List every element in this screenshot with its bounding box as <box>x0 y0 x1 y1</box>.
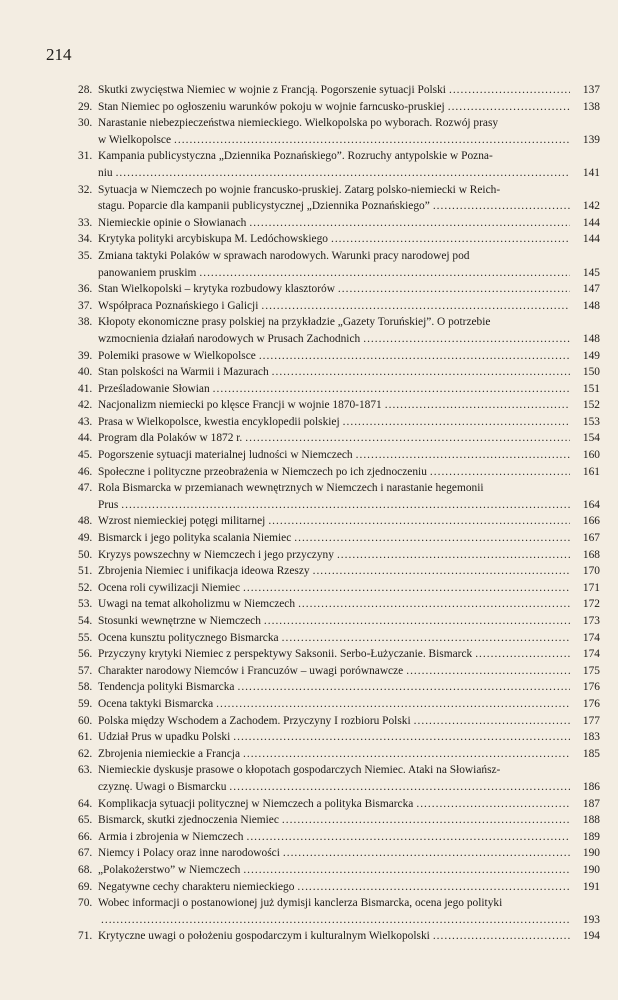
toc-entry-page: 186 <box>582 780 600 793</box>
toc-entry <box>78 248 600 281</box>
dot-leader <box>295 596 570 613</box>
dot-leader <box>269 364 570 381</box>
toc-entry-number: 37. <box>78 299 93 312</box>
page-number: 214 <box>46 45 72 64</box>
toc-entry-title-line: Tendencja polityki Bismarcka <box>98 681 235 694</box>
dot-leader <box>240 746 570 763</box>
toc-entry-title-line: stagu. Poparcie dla kampanii publicystycznej „Dziennika Poznańskiego” <box>98 200 430 213</box>
toc-entry-page: 177 <box>582 714 600 727</box>
toc-entry-title-line: Program dla Polaków w 1872 r. <box>98 432 243 445</box>
toc-entry-number: 33. <box>78 216 93 229</box>
toc-entry <box>78 231 600 248</box>
toc-entry-page: 175 <box>582 664 600 677</box>
toc-entry-number: 49. <box>78 532 93 545</box>
toc-entry-title-line: Zbrojenia Niemiec i unifikacja ideowa Rzeszy <box>98 565 310 578</box>
toc-entry-page: 174 <box>582 631 600 644</box>
dot-leader <box>226 779 570 796</box>
toc-entry-number: 67. <box>78 847 93 860</box>
toc-entry <box>78 596 600 613</box>
dot-leader <box>258 298 570 315</box>
toc-entry-title-line: Komplikacja sytuacji politycznej w Niemczech a polityka Bismarcka <box>98 797 414 810</box>
toc-entry-title-line: Kłopoty ekonomiczne prasy polskiej na przykładzie „Gazety Toruńskiej”. O potrzebie <box>98 316 491 329</box>
toc-entry-page: 193 <box>582 913 600 926</box>
toc-entry-page: 142 <box>582 200 600 213</box>
toc-entry <box>78 480 600 513</box>
toc-entry <box>78 298 600 315</box>
dot-leader <box>243 829 570 846</box>
toc-entry-title-line: Bismarck i jego polityka scalania Niemiec <box>98 532 292 545</box>
toc-entry <box>78 696 600 713</box>
toc-entry <box>78 215 600 232</box>
dot-leader <box>427 464 570 481</box>
dot-leader <box>261 613 570 630</box>
toc-entry-title-line: Polska między Wschodem a Zachodem. Przyczyny I rozbioru Polski <box>98 714 411 727</box>
toc-entry <box>78 314 600 347</box>
toc-entry-number: 45. <box>78 449 93 462</box>
toc-entry-page: 151 <box>582 382 600 395</box>
dot-leader <box>328 231 570 248</box>
toc-entry-title-line: Wobec informacji o postanowionej już dymisji kanclerza Bismarcka, ocena jego polityki <box>98 897 503 910</box>
toc-entry-title-line: Rola Bismarcka w przemianach wewnętrznych w Niemczech i narastanie hegemonii <box>98 482 484 495</box>
dot-leader <box>430 198 570 215</box>
toc-entry-number: 46. <box>78 465 93 478</box>
toc-entry-page: 144 <box>582 233 600 246</box>
toc-entry-title-line: Współpraca Poznańskiego i Galicji <box>98 299 259 312</box>
toc-entry-number: 34. <box>78 233 93 246</box>
toc-entry <box>78 414 600 431</box>
toc-entry <box>78 364 600 381</box>
toc-entry-number: 41. <box>78 382 93 395</box>
toc-entry-page: 170 <box>582 565 600 578</box>
toc-entry-page: 171 <box>582 581 600 594</box>
dot-leader <box>230 729 570 746</box>
toc-entry <box>78 862 600 879</box>
dot-leader <box>279 630 570 647</box>
dot-leader <box>118 497 570 514</box>
toc-entry-number: 56. <box>78 648 93 661</box>
toc-entry <box>78 99 600 116</box>
toc-entry-title-line: Ocena taktyki Bismarcka <box>98 697 214 710</box>
toc-entry-number: 66. <box>78 830 93 843</box>
toc-entry-page: 137 <box>582 84 600 96</box>
toc-entry-page: 150 <box>582 366 600 379</box>
toc-entry-title-line: Charakter narodowy Niemców i Francuzów – uwagi porównawcze <box>98 664 404 677</box>
toc-entry-page: 185 <box>582 747 600 760</box>
toc-entry-number: 59. <box>78 697 93 710</box>
dot-leader <box>240 580 570 597</box>
toc-entry <box>78 115 600 148</box>
dot-leader <box>291 530 570 547</box>
toc-entry-page: 160 <box>582 449 600 462</box>
toc-entry-title-line: Wzrost niemieckiej potęgi militarnej <box>98 515 266 528</box>
toc-entry <box>78 845 600 862</box>
toc-entry <box>78 812 600 829</box>
toc-entry-title-line: Krytyka polityki arcybiskupa M. Ledóchowskiego <box>98 233 328 246</box>
toc-entry-title-line: Prześladowanie Słowian <box>98 382 210 395</box>
toc-entry-title-line: Prasa w Wielkopolsce, kwestia encyklopedii polskiej <box>98 415 340 428</box>
toc-entry-number: 35. <box>78 249 93 262</box>
toc-entry <box>78 679 600 696</box>
toc-entry-title-line: Niemieckie dyskusje prasowe o kłopotach gospodarczych Niemiec. Ataki na Słowiańsz- <box>98 764 501 777</box>
toc-entry <box>78 281 600 298</box>
dot-leader <box>382 397 570 414</box>
toc-entry <box>78 182 600 215</box>
toc-entry <box>78 762 600 795</box>
dot-leader <box>196 265 570 282</box>
toc-entry-page: 167 <box>582 532 600 545</box>
dot-leader <box>294 879 570 896</box>
toc-entry-page: 191 <box>582 880 600 893</box>
toc-entry <box>78 397 600 414</box>
toc-entry-title-line: Krytyczne uwagi o położeniu gospodarczym i kulturalnym Wielkopolski <box>98 930 430 943</box>
dot-leader <box>213 696 570 713</box>
dot-leader <box>246 215 570 232</box>
toc-entry <box>78 513 600 530</box>
toc-entry-page: 166 <box>582 515 600 528</box>
toc-entry-number: 47. <box>78 482 93 495</box>
toc-entry <box>78 746 600 763</box>
toc-entry-number: 44. <box>78 432 93 445</box>
toc-entry-page: 148 <box>582 332 600 345</box>
dot-leader <box>310 563 570 580</box>
toc-entry-page: 144 <box>582 216 600 229</box>
table-of-contents <box>78 82 600 945</box>
toc-entry-number: 70. <box>78 897 93 910</box>
toc-entry-number: 55. <box>78 631 93 644</box>
toc-entry-title-line: Bismarck, skutki zjednoczenia Niemiec <box>98 814 279 827</box>
toc-entry-number: 40. <box>78 366 93 379</box>
toc-entry-number: 65. <box>78 814 93 827</box>
toc-entry-number: 29. <box>78 100 93 113</box>
toc-entry-number: 50. <box>78 548 93 561</box>
toc-entry-number: 32. <box>78 183 93 196</box>
toc-entry <box>78 430 600 447</box>
dot-leader <box>446 82 570 99</box>
toc-entry-number: 42. <box>78 399 93 412</box>
dot-leader <box>242 430 570 447</box>
dot-leader <box>360 331 570 348</box>
toc-entry-number: 69. <box>78 880 93 893</box>
toc-entry-title-line: Stan polskości na Warmii i Mazurach <box>98 366 269 379</box>
toc-entry-title-line: Kryzys powszechny w Niemczech i jego przyczyny <box>98 548 334 561</box>
dot-leader <box>413 796 570 813</box>
toc-entry-title-line: Negatywne cechy charakteru niemieckiego <box>98 880 295 893</box>
toc-entry-title-line: w Wielkopolsce <box>98 133 172 146</box>
toc-entry-page: 176 <box>582 697 600 710</box>
toc-entry <box>78 796 600 813</box>
toc-entry <box>78 630 600 647</box>
dot-leader <box>430 928 570 945</box>
toc-entry-number: 64. <box>78 797 93 810</box>
toc-entry-title-line: Stan Niemiec po ogłoszeniu warunków pokoju w wojnie farncusko-pruskiej <box>98 100 445 113</box>
dot-leader <box>279 812 570 829</box>
toc-entry-number: 38. <box>78 316 93 329</box>
toc-entry-page: 164 <box>582 498 600 511</box>
dot-leader <box>234 679 570 696</box>
toc-entry-page: 148 <box>582 299 600 312</box>
dot-leader <box>353 447 570 464</box>
toc-entry-page: 183 <box>582 731 600 744</box>
toc-entry-page: 149 <box>582 349 600 362</box>
dot-leader <box>340 414 570 431</box>
toc-entry-number: 62. <box>78 747 93 760</box>
toc-entry-page: 154 <box>582 432 600 445</box>
toc-entry-page: 187 <box>582 797 600 810</box>
toc-entry-number: 30. <box>78 117 93 130</box>
toc-entry <box>78 663 600 680</box>
toc-entry-title-line: Prus <box>98 498 119 511</box>
toc-entry-page: 190 <box>582 863 600 876</box>
toc-entry-number: 48. <box>78 515 93 528</box>
toc-entry <box>78 613 600 630</box>
toc-entry-number: 52. <box>78 581 93 594</box>
toc-entry-page: 174 <box>582 648 600 661</box>
toc-entry-title-line: Pogorszenie sytuacji materialnej ludności w Niemczech <box>98 449 353 462</box>
toc-entry-page: 161 <box>582 465 600 478</box>
toc-entry-page: 152 <box>582 399 600 412</box>
dot-leader <box>256 348 570 365</box>
toc-entry-number: 68. <box>78 863 93 876</box>
toc-entry-number: 58. <box>78 681 93 694</box>
toc-entry-title-line: Polemiki prasowe w Wielkopolsce <box>98 349 256 362</box>
toc-entry-title-line: Uwagi na temat alkoholizmu w Niemczech <box>98 598 296 611</box>
toc-entry-page: 176 <box>582 681 600 694</box>
dot-leader <box>334 547 570 564</box>
toc-entry <box>78 895 600 928</box>
toc-entry-number: 57. <box>78 664 93 677</box>
toc-entry-page: 145 <box>582 266 600 279</box>
toc-entry-page: 172 <box>582 598 600 611</box>
toc-entry <box>78 82 600 99</box>
toc-entry-page: 141 <box>582 166 600 179</box>
toc-entry-title-line: czyznę. Uwagi o Bismarcku <box>98 780 227 793</box>
toc-entry-title-line: Przyczyny krytyki Niemiec z perspektywy Saksonii. Serbo-Łużyczanie. Bismarck <box>98 648 473 661</box>
toc-entry-page: 189 <box>582 830 600 843</box>
toc-entry-title-line: Niemieckie opinie o Słowianach <box>98 216 247 229</box>
dot-leader <box>98 912 570 929</box>
toc-entry-page: 139 <box>582 133 600 146</box>
toc-entry-title-line: Ocena roli cywilizacji Niemiec <box>98 581 240 594</box>
toc-entry-number: 43. <box>78 415 93 428</box>
toc-entry-number: 54. <box>78 615 93 627</box>
toc-entry-number: 51. <box>78 565 93 578</box>
toc-entry-number: 39. <box>78 349 93 362</box>
toc-entry <box>78 348 600 365</box>
toc-entry-title-line: Stan Wielkopolski – krytyka rozbudowy klasztorów <box>98 283 335 296</box>
toc-entry <box>78 646 600 663</box>
toc-entry-page: 173 <box>582 615 600 627</box>
toc-entry <box>78 530 600 547</box>
toc-entry-number: 36. <box>78 283 93 296</box>
toc-entry-title-line: Zbrojenia niemieckie a Francja <box>98 747 240 760</box>
toc-entry-page: 138 <box>582 100 600 113</box>
dot-leader <box>411 713 570 730</box>
toc-entry <box>78 713 600 730</box>
toc-entry <box>78 729 600 746</box>
toc-entry-number: 63. <box>78 764 93 777</box>
dot-leader <box>171 132 570 149</box>
toc-entry-title-line: panowaniem pruskim <box>98 266 197 279</box>
dot-leader <box>472 646 570 663</box>
toc-entry-title-line: „Polakożerstwo” w Niemczech <box>98 863 241 876</box>
toc-entry <box>78 580 600 597</box>
toc-entry <box>78 829 600 846</box>
toc-entry-title-line: Armia i zbrojenia w Niemczech <box>98 830 244 843</box>
toc-entry-page: 190 <box>582 847 600 860</box>
toc-entry-page: 147 <box>582 283 600 296</box>
toc-entry-title-line: Skutki zwycięstwa Niemiec w wojnie z Francją. Pogorszenie sytuacji Polski <box>98 84 446 96</box>
toc-entry-title-line: Społeczne i polityczne przeobrażenia w Niemczech po ich zjednoczeniu <box>98 465 427 478</box>
toc-entry-title-line: Sytuacja w Niemczech po wojnie francusko-pruskiej. Zatarg polsko-niemiecki w Reich- <box>98 183 501 196</box>
dot-leader <box>113 165 570 182</box>
dot-leader <box>265 513 570 530</box>
toc-entry-title-line: Ocena kunsztu politycznego Bismarcka <box>98 631 279 644</box>
toc-entry-title-line: Nacjonalizm niemiecki po klęsce Francji w wojnie 1870-1871 <box>98 399 382 412</box>
toc-entry-title-line: Narastanie niebezpieczeństwa niemieckiego. Wielkopolska po wyborach. Rozwój prasy <box>98 117 499 130</box>
toc-entry-title-line: Niemcy i Polacy oraz inne narodowości <box>98 847 280 860</box>
dot-leader <box>210 381 570 398</box>
toc-entry-number: 60. <box>78 714 93 727</box>
toc-entry-title-line: Udział Prus w upadku Polski <box>98 731 231 744</box>
toc-entry <box>78 148 600 181</box>
toc-entry-number: 28. <box>78 84 93 96</box>
toc-entry <box>78 447 600 464</box>
toc-entry-title-line: niu <box>98 166 113 179</box>
toc-entry-number: 31. <box>78 150 93 163</box>
toc-entry-title-line: wzmocnienia działań narodowych w Prusach Zachodnich <box>98 332 361 345</box>
toc-entry-number: 53. <box>78 598 93 611</box>
toc-entry-title-line: Stosunki wewnętrzne w Niemczech <box>98 615 261 627</box>
dot-leader <box>280 845 570 862</box>
toc-entry <box>78 563 600 580</box>
toc-entry-title-line: Kampania publicystyczna „Dziennika Poznańskiego”. Rozruchy antypolskie w Pozna- <box>98 150 493 163</box>
toc-entry-page: 194 <box>582 930 600 943</box>
toc-entry <box>78 547 600 564</box>
toc-entry-title-line: Zmiana taktyki Polaków w sprawach narodowych. Warunki pracy narodowej pod <box>98 249 470 262</box>
dot-leader <box>403 663 570 680</box>
dot-leader <box>240 862 570 879</box>
toc-entry-number: 61. <box>78 731 93 744</box>
toc-entry <box>78 464 600 481</box>
dot-leader <box>445 99 570 116</box>
dot-leader <box>335 281 570 298</box>
toc-entry <box>78 928 600 945</box>
toc-entry <box>78 879 600 896</box>
toc-entry <box>78 381 600 398</box>
toc-entry-number: 71. <box>78 930 93 943</box>
toc-entry-page: 153 <box>582 415 600 428</box>
toc-entry-page: 188 <box>582 814 600 827</box>
toc-entry-page: 168 <box>582 548 600 561</box>
